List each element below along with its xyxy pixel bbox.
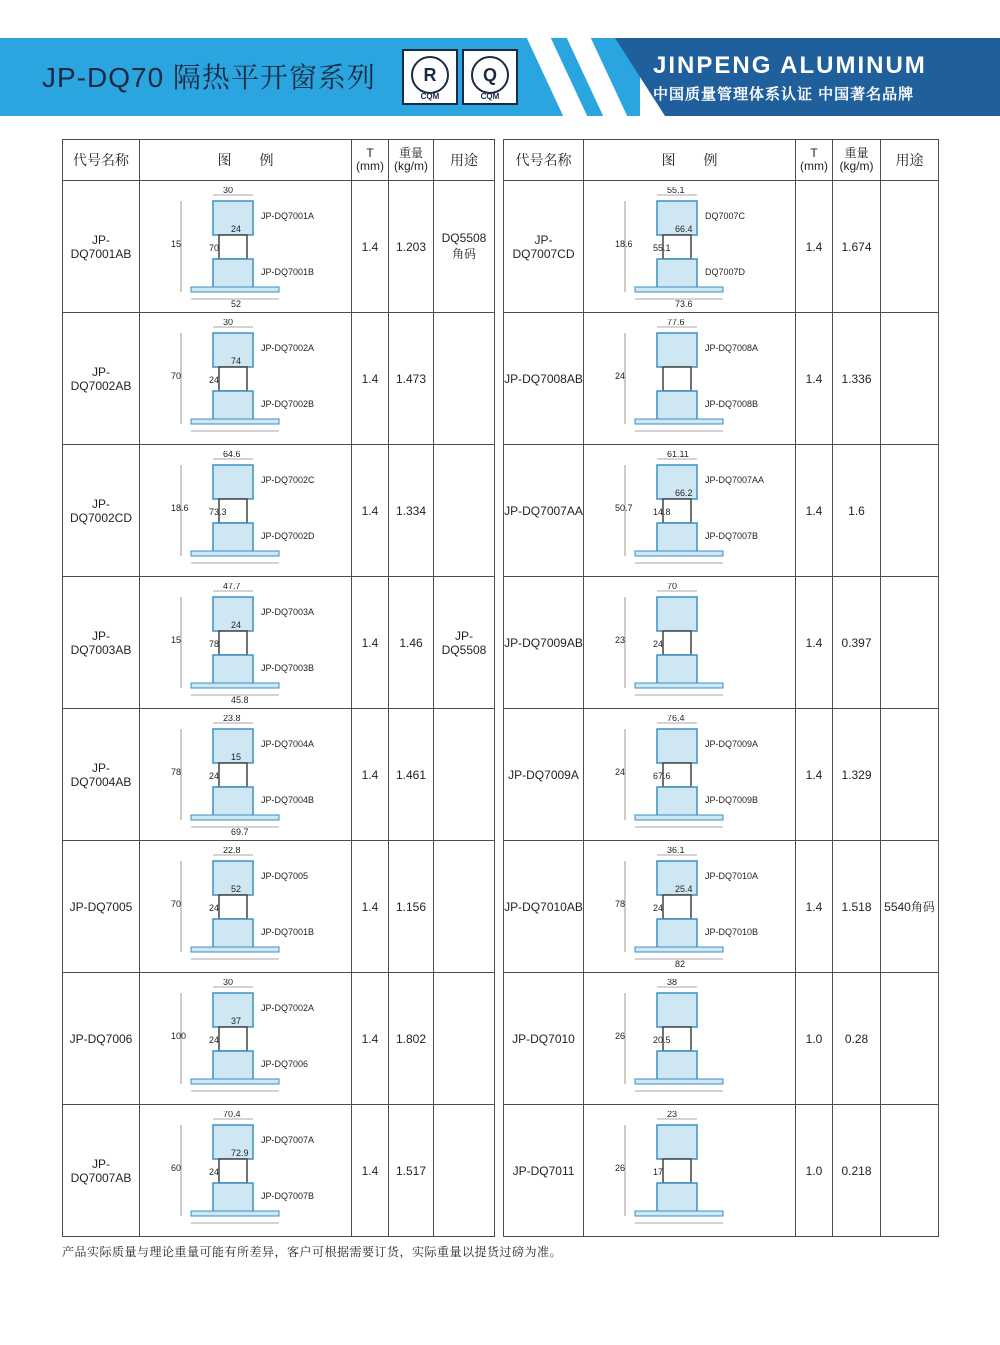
profile-drawing — [151, 583, 341, 703]
profile-code: JP-DQ7007AA — [504, 445, 584, 577]
part-label: JP-DQ7007AA — [704, 474, 764, 485]
part-label: JP-DQ7009B — [704, 794, 758, 805]
profile-lower — [657, 1051, 697, 1081]
profile-flange — [191, 947, 279, 952]
profile-figure — [140, 841, 352, 973]
dimension-label: 70 — [208, 242, 219, 253]
page-header — [0, 38, 1000, 116]
thickness-value: 1.4 — [352, 1105, 389, 1237]
col-use: 用途 — [881, 140, 939, 181]
col-code: 代号名称 — [63, 140, 140, 181]
profile-flange — [191, 551, 279, 556]
thermal-break — [663, 631, 691, 655]
part-label: JP-DQ7006 — [260, 1058, 308, 1069]
profile-lower — [657, 259, 697, 289]
dimension-label: 30 — [222, 978, 233, 987]
profile-lower — [213, 919, 253, 949]
profile-figure — [584, 709, 796, 841]
part-label: JP-DQ7007A — [260, 1134, 314, 1145]
profile-drawing — [595, 847, 785, 967]
dimension-label: 24 — [614, 766, 625, 777]
profile-code: JP-DQ7010AB — [504, 841, 584, 973]
col-thickness: T (mm) — [796, 140, 833, 181]
profile-figure — [140, 709, 352, 841]
profile-flange — [191, 419, 279, 424]
use-value — [881, 181, 939, 313]
profile-upper — [657, 1125, 697, 1159]
profile-flange — [635, 419, 723, 424]
profile-figure — [584, 841, 796, 973]
weight-value: 1.334 — [389, 445, 434, 577]
profile-flange — [635, 1211, 723, 1216]
profile-figure — [140, 973, 352, 1105]
table-row — [63, 445, 495, 577]
use-value — [434, 445, 495, 577]
dimension-label: 66.2 — [674, 487, 693, 498]
profile-drawing — [595, 979, 785, 1099]
profile-drawing — [595, 583, 785, 703]
table-row — [504, 181, 939, 313]
dimension-label: 78 — [208, 638, 219, 649]
part-label: JP-DQ7001B — [260, 266, 314, 277]
table-row — [504, 709, 939, 841]
dimension-label: 73.3 — [208, 506, 227, 517]
table-row — [63, 181, 495, 313]
profile-code: JP-DQ7011 — [504, 1105, 584, 1237]
profile-drawing — [595, 715, 785, 835]
thermal-break — [219, 367, 247, 391]
profile-lower — [657, 523, 697, 553]
profile-lower — [213, 259, 253, 289]
thickness-value: 1.4 — [352, 313, 389, 445]
dimension-label: 61.11 — [666, 450, 689, 459]
dimension-label: 67.6 — [652, 770, 671, 781]
profile-code: JP-DQ7009AB — [504, 577, 584, 709]
profile-drawing — [595, 319, 785, 439]
dimension-label: 30 — [222, 318, 233, 327]
dimension-label: 20.5 — [652, 1034, 671, 1045]
use-value — [881, 973, 939, 1105]
dimension-label: 66.4 — [674, 223, 693, 234]
part-label: JP-DQ7007B — [704, 530, 758, 541]
profile-flange — [191, 815, 279, 820]
thermal-break — [219, 895, 247, 919]
profile-figure — [140, 1105, 352, 1237]
profile-drawing — [151, 715, 341, 835]
use-value — [434, 313, 495, 445]
profile-flange — [635, 683, 723, 688]
thermal-break — [219, 1159, 247, 1183]
thermal-break — [663, 895, 691, 919]
use-value — [881, 445, 939, 577]
thickness-value: 1.4 — [352, 841, 389, 973]
dimension-label: 24 — [652, 638, 663, 649]
use-value — [881, 709, 939, 841]
use-value — [434, 841, 495, 973]
dimension-label: 100 — [170, 1030, 186, 1041]
profile-upper — [657, 729, 697, 763]
part-label: JP-DQ7005 — [260, 870, 308, 881]
use-text: DQ5508 — [441, 231, 487, 245]
table-row — [63, 709, 495, 841]
profile-code: JP-DQ7008AB — [504, 313, 584, 445]
col-figure: 图 例 — [140, 140, 352, 181]
thermal-break — [219, 235, 247, 259]
profile-drawing — [151, 1111, 341, 1231]
profile-code: JP-DQ7003AB — [63, 577, 140, 709]
dimension-label: 17 — [652, 1166, 663, 1177]
part-label: JP-DQ7002B — [260, 398, 314, 409]
cqm-r-logo: R CQM — [402, 49, 458, 105]
weight-value: 1.473 — [389, 313, 434, 445]
weight-value: 1.203 — [389, 181, 434, 313]
table-row — [504, 445, 939, 577]
profile-lower — [213, 391, 253, 421]
weight-value: 1.517 — [389, 1105, 434, 1237]
weight-value: 0.397 — [833, 577, 881, 709]
dimension-label: 24 — [208, 770, 219, 781]
part-label: JP-DQ7004B — [260, 794, 314, 805]
dimension-label: 50.7 — [614, 502, 633, 513]
part-label: DQ7007D — [704, 266, 745, 277]
part-label: JP-DQ7002A — [260, 1002, 314, 1013]
dimension-label: 45.8 — [230, 694, 249, 703]
dimension-label: 30 — [222, 186, 233, 195]
dimension-label: 24 — [652, 902, 663, 913]
dimension-label: 26 — [614, 1030, 625, 1041]
dimension-label: 77.6 — [666, 318, 685, 327]
dimension-label: 15 — [170, 238, 181, 249]
profile-flange — [191, 1211, 279, 1216]
profile-upper — [657, 993, 697, 1027]
use-value — [881, 841, 939, 973]
weight-value: 1.336 — [833, 313, 881, 445]
profile-figure — [584, 445, 796, 577]
dimension-label: 55.1 — [652, 242, 671, 253]
part-label: JP-DQ7004A — [260, 738, 314, 749]
use-value — [434, 973, 495, 1105]
brand-name: JINPENG ALUMINUM — [653, 52, 927, 79]
use-value — [434, 181, 495, 313]
profile-upper — [657, 333, 697, 367]
profile-code: JP-DQ7010 — [504, 973, 584, 1105]
weight-value: 1.518 — [833, 841, 881, 973]
profile-figure — [584, 577, 796, 709]
thickness-value: 1.4 — [796, 709, 833, 841]
profile-lower — [213, 655, 253, 685]
page-title: JP-DQ70 隔热平开窗系列 — [42, 62, 376, 93]
weight-value: 1.674 — [833, 181, 881, 313]
dimension-label: 24 — [230, 619, 241, 630]
profile-flange — [635, 1079, 723, 1084]
dimension-label: 36.1 — [666, 846, 685, 855]
profile-code: JP-DQ7007AB — [63, 1105, 140, 1237]
profile-lower — [657, 919, 697, 949]
profile-figure — [140, 313, 352, 445]
dimension-label: 37 — [230, 1015, 241, 1026]
thickness-value: 1.0 — [796, 973, 833, 1105]
thickness-value: 1.4 — [796, 577, 833, 709]
table-row — [63, 313, 495, 445]
weight-value: 1.46 — [389, 577, 434, 709]
part-label: JP-DQ7002D — [260, 530, 315, 541]
weight-value: 1.6 — [833, 445, 881, 577]
profile-code: JP-DQ7002AB — [63, 313, 140, 445]
dimension-label: 26 — [614, 1162, 625, 1173]
profile-flange — [191, 683, 279, 688]
thickness-value: 1.4 — [796, 313, 833, 445]
dimension-label: 60 — [170, 1162, 181, 1173]
part-label: JP-DQ7010A — [704, 870, 758, 881]
dimension-label: 52 — [230, 883, 241, 894]
profile-drawing — [151, 979, 341, 1099]
use-value — [881, 577, 939, 709]
dimension-label: 24 — [614, 370, 625, 381]
part-label: JP-DQ7007B — [260, 1190, 314, 1201]
dimension-label: 23 — [666, 1110, 677, 1119]
profile-lower — [213, 787, 253, 817]
use-text: 角码 — [451, 247, 476, 261]
col-use: 用途 — [434, 140, 495, 181]
dimension-label: 15 — [170, 634, 181, 645]
weight-value: 1.329 — [833, 709, 881, 841]
profile-flange — [635, 551, 723, 556]
weight-value: 0.28 — [833, 973, 881, 1105]
dimension-label: 52 — [230, 298, 241, 307]
profile-lower — [213, 1051, 253, 1081]
thickness-value: 1.4 — [796, 841, 833, 973]
thermal-break — [663, 1159, 691, 1183]
use-value — [434, 1105, 495, 1237]
use-value — [881, 1105, 939, 1237]
thickness-value: 1.4 — [796, 445, 833, 577]
profile-flange — [635, 947, 723, 952]
dimension-label: 47.7 — [222, 582, 241, 591]
dimension-label: 24 — [208, 1166, 219, 1177]
profile-drawing — [151, 847, 341, 967]
weight-value: 1.802 — [389, 973, 434, 1105]
dimension-label: 78 — [614, 898, 625, 909]
dimension-label: 72.9 — [230, 1147, 249, 1158]
dimension-label: 23 — [614, 634, 625, 645]
profile-figure — [584, 1105, 796, 1237]
thickness-value: 1.4 — [352, 181, 389, 313]
brand-slogan: 中国质量管理体系认证 中国著名品牌 — [653, 86, 915, 103]
table-row — [63, 973, 495, 1105]
col-weight: 重量 (kg/m) — [389, 140, 434, 181]
dimension-label: 70 — [170, 370, 181, 381]
profile-code: JP-DQ7002CD — [63, 445, 140, 577]
profile-figure — [584, 973, 796, 1105]
profile-code: JP-DQ7009A — [504, 709, 584, 841]
profile-code: JP-DQ7001AB — [63, 181, 140, 313]
profile-code: JP-DQ7006 — [63, 973, 140, 1105]
profile-code: JP-DQ7007CD — [504, 181, 584, 313]
dimension-label: 23.8 — [222, 714, 241, 723]
profile-drawing — [151, 451, 341, 571]
thickness-value: 1.4 — [352, 445, 389, 577]
dimension-label: 18.6 — [614, 238, 633, 249]
part-label: JP-DQ7002C — [260, 474, 315, 485]
dimension-label: 14.8 — [652, 506, 671, 517]
spec-table-left — [62, 139, 495, 1237]
profile-flange — [635, 287, 723, 292]
dimension-label: 24 — [208, 374, 219, 385]
dimension-label: 55.1 — [666, 186, 685, 195]
dimension-label: 69.7 — [230, 826, 249, 835]
profile-flange — [191, 1079, 279, 1084]
dimension-label: 22.8 — [222, 846, 241, 855]
dimension-label: 70.4 — [222, 1110, 241, 1119]
use-value — [881, 313, 939, 445]
thermal-break — [219, 631, 247, 655]
part-label: JP-DQ7002A — [260, 342, 314, 353]
dimension-label: 70 — [170, 898, 181, 909]
dimension-label: 38 — [666, 978, 677, 987]
dimension-label: 24 — [230, 223, 241, 234]
table-row — [63, 1105, 495, 1237]
footnote: 产品实际质量与理论重量可能有所差异，客户可根据需要订货，实际重量以提货过磅为准。 — [62, 1245, 563, 1259]
part-label: JP-DQ7008B — [704, 398, 758, 409]
part-label: JP-DQ7003B — [260, 662, 314, 673]
table-row — [63, 577, 495, 709]
part-label: JP-DQ7003A — [260, 606, 314, 617]
thickness-value: 1.4 — [352, 709, 389, 841]
use-text: 5540角码 — [884, 900, 935, 914]
col-thickness: T (mm) — [352, 140, 389, 181]
use-text: JP-DQ5508 — [441, 628, 487, 657]
spec-table-right — [503, 139, 939, 1237]
profile-code: JP-DQ7005 — [63, 841, 140, 973]
part-label: JP-DQ7008A — [704, 342, 758, 353]
dimension-label: 24 — [208, 902, 219, 913]
weight-value: 0.218 — [833, 1105, 881, 1237]
profile-drawing — [595, 187, 785, 307]
profile-flange — [191, 287, 279, 292]
profile-figure — [584, 181, 796, 313]
use-value — [434, 577, 495, 709]
weight-value: 1.156 — [389, 841, 434, 973]
profile-figure — [584, 313, 796, 445]
thickness-value: 1.4 — [796, 181, 833, 313]
col-code: 代号名称 — [504, 140, 584, 181]
part-label: JP-DQ7009A — [704, 738, 758, 749]
thickness-value: 1.4 — [352, 973, 389, 1105]
cqm-q-logo: Q CQM — [462, 49, 518, 105]
profile-lower — [213, 523, 253, 553]
thickness-value: 1.4 — [352, 577, 389, 709]
dimension-label: 70 — [666, 582, 677, 591]
dimension-label: 64.6 — [222, 450, 241, 459]
profile-drawing — [151, 187, 341, 307]
table-row — [504, 313, 939, 445]
dimension-label: 78 — [170, 766, 181, 777]
table-row — [504, 841, 939, 973]
dimension-label: 24 — [208, 1034, 219, 1045]
thermal-break — [219, 1027, 247, 1051]
dimension-label: 76.4 — [666, 714, 685, 723]
table-row — [63, 841, 495, 973]
profile-lower — [213, 1183, 253, 1213]
profile-drawing — [595, 1111, 785, 1231]
dimension-label: 25.4 — [674, 883, 693, 894]
profile-drawing — [151, 319, 341, 439]
col-figure: 图 例 — [584, 140, 796, 181]
profile-flange — [635, 815, 723, 820]
thermal-break — [663, 367, 691, 391]
dimension-label: 74 — [230, 355, 241, 366]
dimension-label: 18.6 — [170, 502, 189, 513]
part-label: JP-DQ7010B — [704, 926, 758, 937]
table-row — [504, 577, 939, 709]
profile-upper — [657, 597, 697, 631]
profile-figure — [140, 181, 352, 313]
thickness-value: 1.0 — [796, 1105, 833, 1237]
table-row — [504, 973, 939, 1105]
use-value — [434, 709, 495, 841]
part-label: DQ7007C — [704, 210, 745, 221]
profile-figure — [140, 577, 352, 709]
profile-upper — [213, 465, 253, 499]
dimension-label: 82 — [674, 958, 685, 967]
profile-lower — [657, 787, 697, 817]
part-label: JP-DQ7001B — [260, 926, 314, 937]
profile-figure — [140, 445, 352, 577]
dimension-label: 73.6 — [674, 298, 693, 307]
thermal-break — [219, 763, 247, 787]
weight-value: 1.461 — [389, 709, 434, 841]
profile-lower — [657, 1183, 697, 1213]
col-weight: 重量 (kg/m) — [833, 140, 881, 181]
profile-code: JP-DQ7004AB — [63, 709, 140, 841]
profile-lower — [657, 391, 697, 421]
part-label: JP-DQ7001A — [260, 210, 314, 221]
dimension-label: 15 — [230, 751, 241, 762]
profile-lower — [657, 655, 697, 685]
table-row — [504, 1105, 939, 1237]
profile-drawing — [595, 451, 785, 571]
